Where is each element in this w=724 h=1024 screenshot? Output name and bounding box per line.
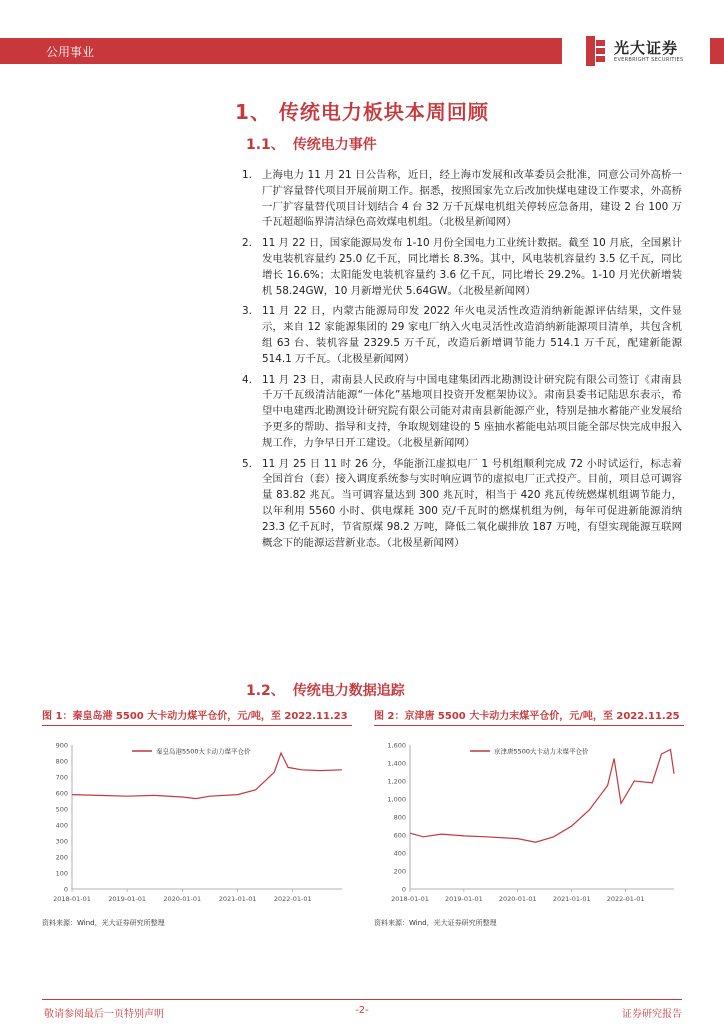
x-tick-label: 2021-01-01 xyxy=(218,895,257,903)
subsection-heading-events xyxy=(246,134,377,154)
page-number: -2- xyxy=(355,1005,369,1016)
item-text: 11 月 23 日，肃南县人民政府与中国电建集团西北勘测设计研究院有限公司签订《肃南县千万千瓦级清洁能源“一体化”基地项目投资开发框架协议》。肃南县委书记陆思东表示，希望中电建西北勘测设计研究院有限公司能对肃南县新能源产业，特别是抽水蓄能产业发展给予更多的帮助、指导和支持，争取规划建设的 5 座抽水蓄能电站项目能全部尽快完成申报入规工作，力争早日开工建设。（北极星新闻网） xyxy=(262,373,682,449)
y-tick-label: 1,000 xyxy=(387,795,406,804)
figure-title: 图 1：秦皇岛港 5500 大卡动力煤平仓价，元/吨，至 2022.11.23 xyxy=(42,711,348,722)
y-tick-label: 1,600 xyxy=(387,741,406,750)
y-tick-label: 600 xyxy=(55,789,68,798)
figure-2 xyxy=(374,709,684,927)
y-tick-label: 0 xyxy=(63,885,68,894)
section-title: 1、 传统电力板块本周回顾 xyxy=(235,100,489,124)
item-text: 11 月 22 日，国家能源局发布 1-10 月份全国电力工业统计数据。截至 10 月底，全国累计发电装机容量约 25.0 亿千瓦，同比增长 8.3%。其中，风电装机容量约 3.5 亿千瓦，同比增长 16.6%；太阳能发电装机容量约 3.6 亿千瓦，同比增长 29.2%。1-10 月光伏新增装机 58.24GW，10 月新增光伏 5.64GW。（北极星新闻网） xyxy=(262,237,682,297)
item-text: 上海电力 11 月 21 日公告称，近日，经上海市发展和改革委员会批准，同意公司外高桥一厂扩容量替代项目开展前期工作。据悉，按照国家先立后改加快煤电建设工作要求，外高桥一厂扩容量替代项目计划结合 4 台 32 万千瓦煤电机组关停转应急备用，建设 2 台 100 万千瓦超超临界清洁绿色高效煤电机组。（北极星新闻网） xyxy=(262,169,682,229)
y-tick-label: 800 xyxy=(55,757,68,766)
figure-source: 资料来源：Wind，光大证券研究所整理 xyxy=(42,919,165,927)
list-item xyxy=(242,168,682,231)
y-tick-label: 400 xyxy=(55,821,68,830)
subsection-title: 传统电力数据追踪 xyxy=(292,683,405,699)
x-tick-label: 2020-01-01 xyxy=(163,895,202,903)
footer-rule xyxy=(42,999,682,1000)
x-tick-label: 2018-01-01 xyxy=(391,895,429,903)
figure-source: 资料来源：Wind，光大证券研究所整理 xyxy=(374,919,497,927)
y-tick-label: 100 xyxy=(55,869,68,878)
series-line xyxy=(72,753,342,799)
disclaimer-link[interactable]: 敬请参阅最后一页特别声明 xyxy=(44,1009,164,1020)
sector-label: 公用事业 xyxy=(46,45,95,59)
x-tick-label: 2020-01-01 xyxy=(498,895,537,903)
y-tick-label: 1,200 xyxy=(387,777,406,786)
legend-label: 京津唐5500大卡动力末煤平仓价 xyxy=(494,747,589,756)
subsection-title: 传统电力事件 xyxy=(292,137,377,153)
y-tick-label: 700 xyxy=(55,773,68,782)
line-chart-jingjintang xyxy=(374,729,684,915)
subsection-number: 1.1、 xyxy=(246,137,285,153)
x-tick-label: 2021-01-01 xyxy=(552,895,591,903)
y-tick-label: 600 xyxy=(393,831,406,840)
item-text: 11 月 25 日 11 时 26 分，华能浙江虚拟电厂 1 号机组顺利完成 72 小时试运行，标志着全国首台（套）接入调度系统参与实时响应调节的虚拟电厂正式投产。目前，项目总可调容量 83.82 兆瓦。当可调容量达到 300 兆瓦时，相当于 420 兆瓦传统燃煤机组调节能力，以年利用 5560 小时、供电煤耗 300 克/千瓦时的燃煤机组为例，每年可促进新能源消纳 23.3 亿千瓦时，节省原煤 98.2 万吨，降低二氧化碳排放 187 万吨，有望实现能源互联网概念下的能源运营新业态。（北极星新闻网） xyxy=(262,457,682,549)
figure-rule xyxy=(374,725,684,726)
x-tick-label: 2019-01-01 xyxy=(444,895,483,903)
figure-title: 图 2：京津唐 5500 大卡动力末煤平仓价，元/吨，至 2022.11.25 xyxy=(374,711,680,722)
y-tick-label: 400 xyxy=(393,849,406,858)
everbright-logo-icon xyxy=(584,34,608,68)
list-item xyxy=(242,373,682,452)
report-type: 证券研究报告 xyxy=(622,1009,682,1020)
y-tick-label: 1,400 xyxy=(387,759,406,768)
y-tick-label: 200 xyxy=(393,867,406,876)
item-number: 1. xyxy=(242,169,252,181)
series-line xyxy=(410,750,674,843)
item-number: 5. xyxy=(242,457,252,470)
figure-rule xyxy=(42,725,352,726)
list-item xyxy=(242,236,682,299)
x-tick-label: 2018-01-01 xyxy=(53,895,91,903)
figure-1 xyxy=(42,709,352,927)
y-tick-label: 200 xyxy=(55,853,68,862)
x-tick-label: 2019-01-01 xyxy=(108,895,147,903)
legend-label: 秦皇岛港5500大卡动力煤平仓价 xyxy=(156,747,251,756)
item-number: 4. xyxy=(242,373,252,386)
company-logo xyxy=(562,26,710,76)
y-tick-label: 800 xyxy=(393,813,406,822)
list-item xyxy=(242,304,682,367)
item-number: 3. xyxy=(242,305,252,318)
line-chart-qinhuangdao xyxy=(42,729,352,915)
event-list xyxy=(242,168,682,556)
subsection-number: 1.2、 xyxy=(246,683,285,699)
logo-text-en: EVERBRIGHT SECURITIES xyxy=(614,57,684,63)
subsection-heading-data xyxy=(246,680,405,700)
y-tick-label: 300 xyxy=(55,837,68,846)
logo-text-cn: 光大证券 xyxy=(614,39,679,57)
x-tick-label: 2022-01-01 xyxy=(273,895,312,903)
y-tick-label: 0 xyxy=(401,885,406,894)
item-text: 11 月 22 日，内蒙古能源局印发 2022 年火电灵活性改造消纳新能源评估结果，文件显示，来自 12 家能源集团的 29 家电厂纳入火电灵活性改造消纳新能源项目清单，共包含机组 63 台、装机容量 2329.5 万千瓦，改造后新增调节能力 514.1 万千瓦，配建新能源 514.1 万千瓦。（北极星新闻网） xyxy=(262,305,682,365)
list-item xyxy=(242,457,682,552)
y-tick-label: 500 xyxy=(55,805,68,814)
x-tick-label: 2022-01-01 xyxy=(606,895,645,903)
item-number: 2. xyxy=(242,237,252,250)
y-tick-label: 900 xyxy=(55,741,68,750)
